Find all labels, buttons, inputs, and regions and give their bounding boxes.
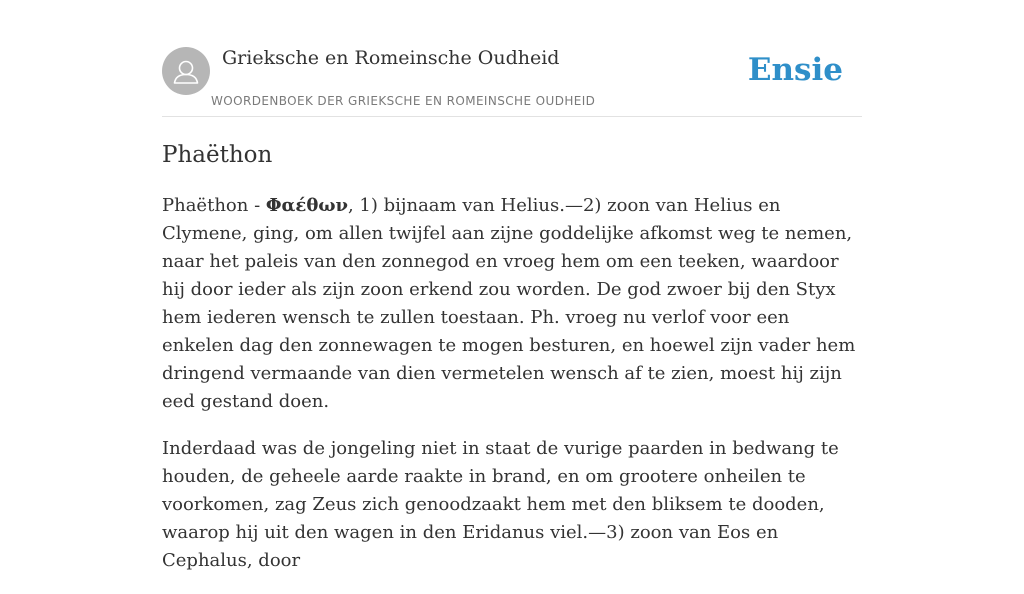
ensie-logo[interactable]: Ensie bbox=[747, 52, 843, 88]
entry-title: Phaëthon bbox=[162, 142, 273, 168]
source-header bbox=[162, 46, 862, 117]
entry-content bbox=[162, 192, 862, 594]
entry-paragraph-2: Inderdaad was de jongeling niet in staat de vurige paarden in bedwang te houden, de geheele aarde raakte in brand, en om grootere onheilen te voorkomen, zag Zeus zich genoodzaakt hem met den bliksem te dooden, waarop hij uit den wagen in den Eridanus viel.—3) zoon van Eos en Cephalus, door bbox=[162, 438, 839, 571]
source-title-link[interactable]: Grieksche en Romeinsche Oudheid bbox=[222, 47, 560, 69]
entry-lead: Phaëthon - bbox=[162, 195, 266, 216]
source-subtitle: WOORDENBOEK DER GRIEKSCHE EN ROMEINSCHE OUDHEID bbox=[211, 94, 596, 108]
entry-text: , 1) bijnaam van Helius.—2) zoon van Helius en Clymene, ging, om allen twijfel aan zijne goddelijke afkomst weg te nemen, naar het paleis van den zonnegod en vroeg hem om een teeken, waardoor hij door ieder als zijn zoon erkend zou worden. De god zwoer bij den Styx hem iederen wensch te zullen toestaan. Ph. vroeg nu verlof voor een enkelen dag den zonnewagen te mogen besturen, en hoewel zijn vader hem dringend vermaande van dien vermetelen wensch af te zien, moest hij zijn eed gestand doen. bbox=[162, 195, 856, 412]
greek-term: Φαέθων bbox=[265, 195, 348, 216]
user-avatar-icon[interactable] bbox=[162, 47, 210, 95]
entry-paragraph-1 bbox=[162, 192, 862, 416]
